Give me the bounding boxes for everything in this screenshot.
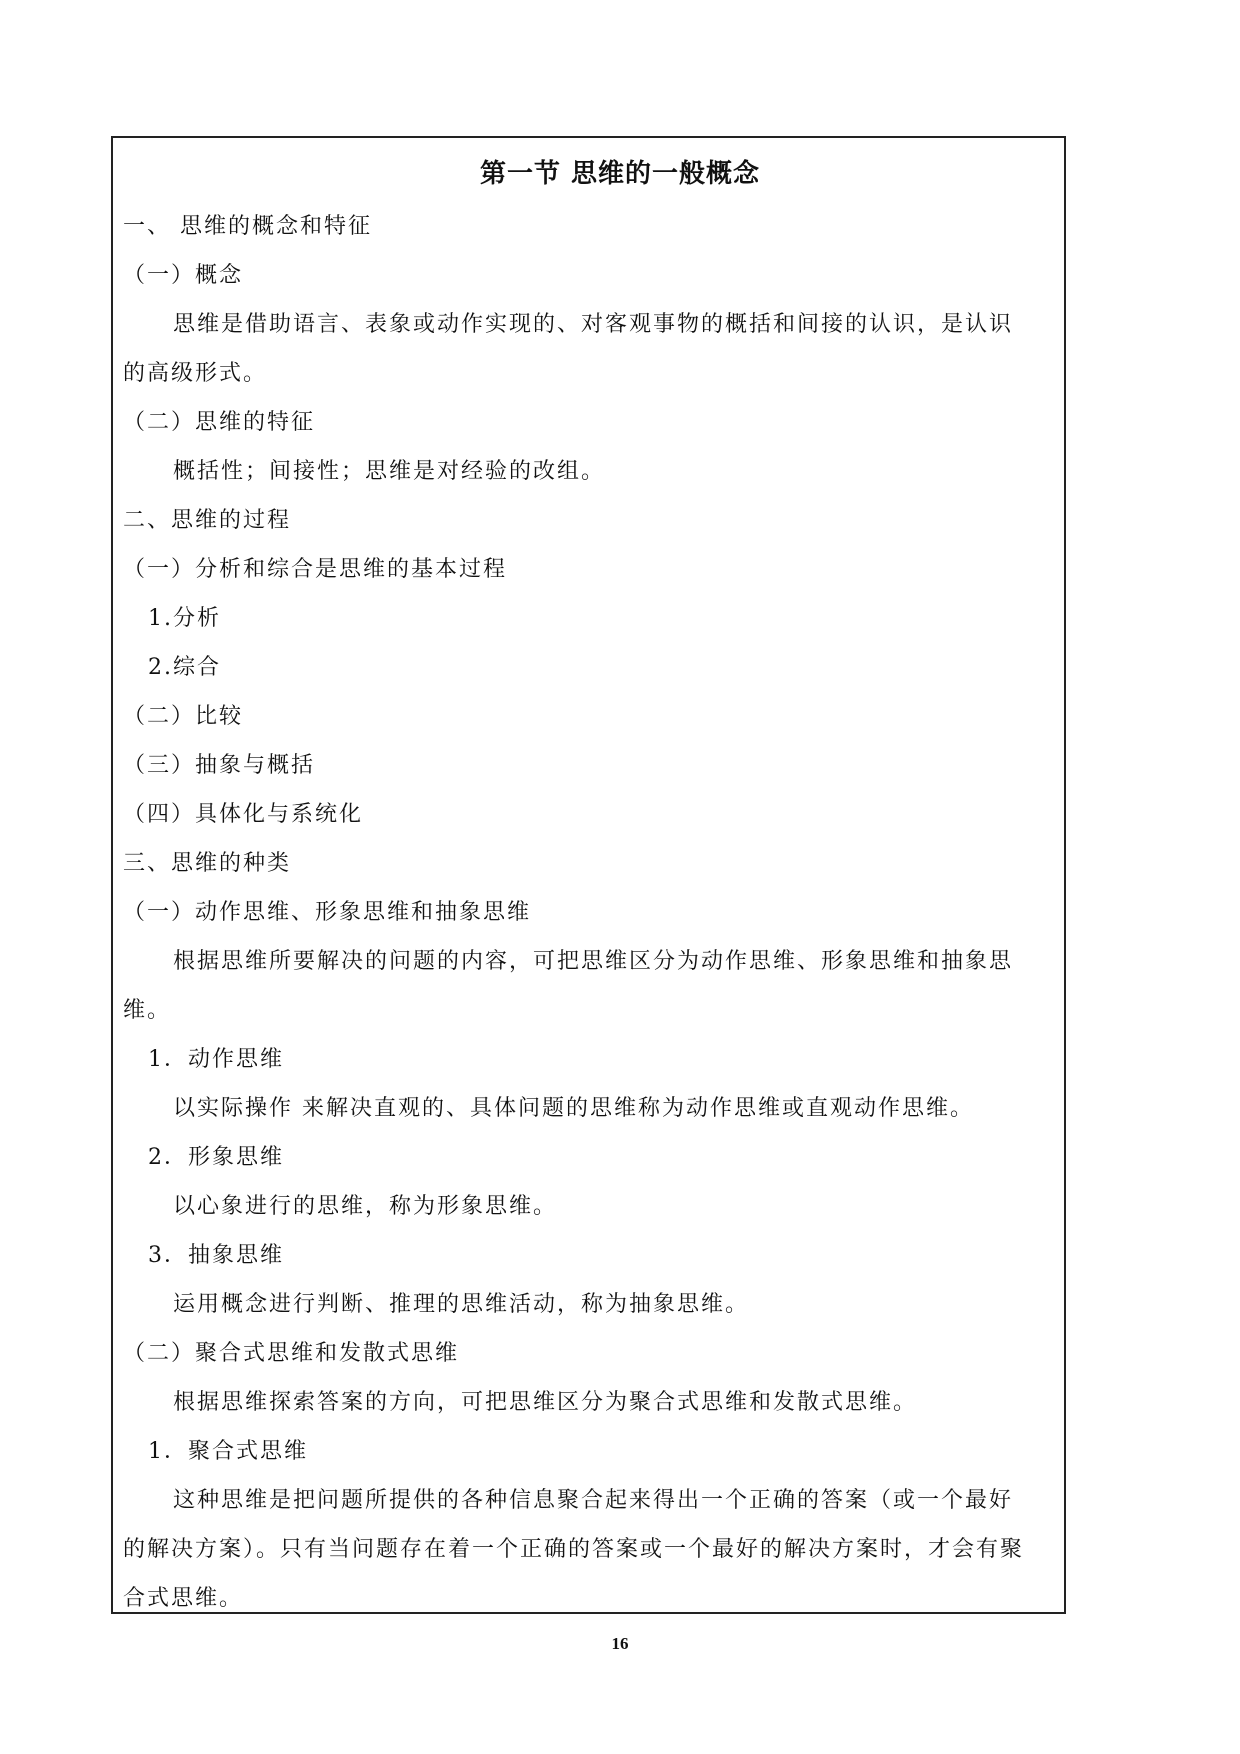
list-item: 2.综合 [148, 655, 221, 680]
paragraph-line: 以实际操作 来解决直观的、具体问题的思维称为动作思维或直观动作思维。 [173, 1096, 974, 1121]
page-number: 16 [611, 1634, 629, 1653]
heading-level-1: 二、思维的过程 [123, 508, 292, 533]
heading-level-3: 2．形象思维 [148, 1145, 284, 1170]
heading-level-1: 一、 思维的概念和特征 [123, 214, 372, 239]
paragraph-line: 维。 [123, 998, 172, 1023]
paragraph-line: 合式思维。 [123, 1586, 244, 1611]
heading-level-2: （一）动作思维、形象思维和抽象思维 [123, 900, 532, 925]
paragraph-line: 概括性；间接性；思维是对经验的改组。 [173, 459, 606, 484]
paragraph-line: 根据思维探索答案的方向，可把思维区分为聚合式思维和发散式思维。 [173, 1390, 918, 1415]
paragraph-line: 思维是借助语言、表象或动作实现的、对客观事物的概括和间接的认识，是认识 [173, 312, 1014, 337]
heading-level-2: （一）分析和综合是思维的基本过程 [123, 557, 508, 582]
paragraph-line: 运用概念进行判断、推理的思维活动，称为抽象思维。 [173, 1292, 750, 1317]
paragraph-line: 的高级形式。 [123, 361, 268, 386]
heading-level-3: 3．抽象思维 [148, 1243, 284, 1268]
list-item: 1.分析 [148, 606, 221, 631]
paragraph-line: 的解决方案）。只有当问题存在着一个正确的答案或一个最好的解决方案时，才会有聚 [123, 1537, 1025, 1562]
heading-level-2: （二）聚合式思维和发散式思维 [123, 1341, 460, 1366]
heading-level-1: 三、思维的种类 [123, 851, 292, 876]
heading-level-3: 1．聚合式思维 [148, 1439, 308, 1464]
heading-level-2: （三）抽象与概括 [123, 753, 316, 778]
heading-level-2: （一）概念 [123, 263, 244, 288]
paragraph-line: 这种思维是把问题所提供的各种信息聚合起来得出一个正确的答案（或一个最好 [173, 1488, 1014, 1513]
section-title: 第一节 思维的一般概念 [479, 159, 761, 189]
heading-level-3: 1．动作思维 [148, 1047, 284, 1072]
paragraph-line: 以心象进行的思维，称为形象思维。 [173, 1194, 558, 1219]
heading-level-2: （二）思维的特征 [123, 410, 316, 435]
paragraph-line: 根据思维所要解决的问题的内容，可把思维区分为动作思维、形象思维和抽象思 [173, 949, 1014, 974]
heading-level-2: （四）具体化与系统化 [123, 802, 364, 827]
heading-level-2: （二）比较 [123, 704, 244, 729]
